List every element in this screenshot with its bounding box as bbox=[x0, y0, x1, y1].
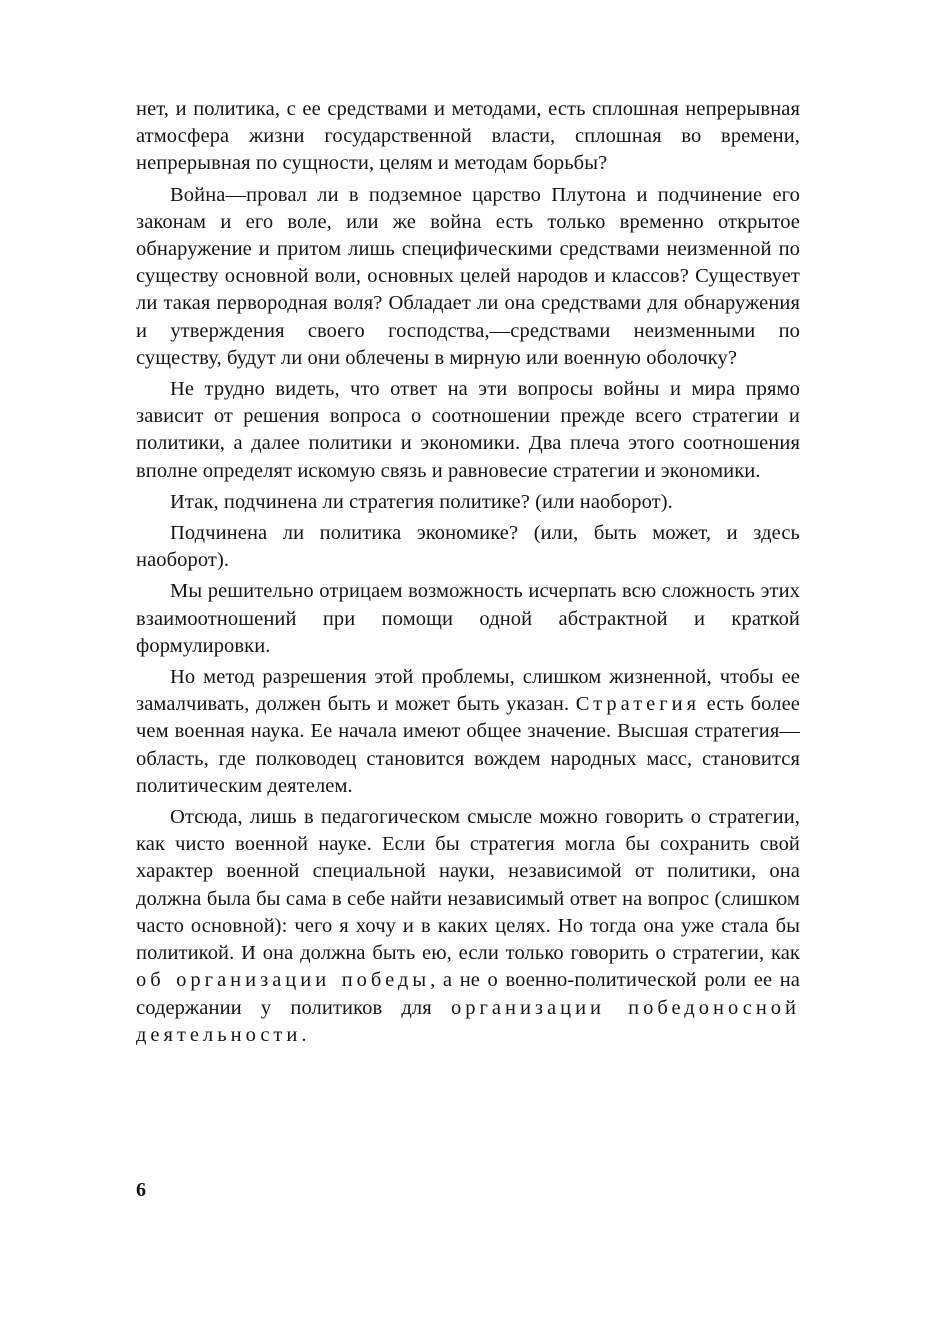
spaced-phrase-victorious-activity: организации победоносной деятельности bbox=[136, 996, 801, 1046]
paragraph-3: Не трудно видеть, что ответ на эти вопросы войны и мира прямо зависит от решения вопроса о соотношении прежде всего стратегии и политики, а далее политики и экономики. Два плеча этого соотношения вполне определят искомую связь и равновесие стратегии и экономики. bbox=[136, 378, 800, 482]
paragraph-1: нет, и политика, с ее средствами и методами, есть сплошная непрерывная атмосфера жизни государственной власти, сплошная во времени, непрерывная по сущности, целям и методам борьбы? bbox=[136, 98, 800, 175]
page-number: 6 bbox=[136, 1179, 146, 1201]
paragraph-5: Подчинена ли политика экономике? (или, быть может, и здесь наоборот). bbox=[136, 522, 800, 572]
page-body bbox=[136, 96, 800, 1053]
spaced-term-strategy: Стратегия bbox=[575, 693, 701, 716]
paragraph-4: Итак, подчинена ли стратегия политике? (или наоборот). bbox=[170, 490, 673, 513]
paragraph-7-text-end: есть более чем военная наука. Ее начала имеют общее значение. Высшая стратегия—область, где полководец становится вождем народных масс, становится политическим деятелем. bbox=[136, 693, 800, 797]
paragraph-8 bbox=[136, 804, 800, 1049]
paragraph-2: Война—провал ли в подземное царство Плутона и подчинение его законам и его воле, или же война есть только временно открытое обнаружение и притом лишь специфическими средствами неизменной по существу основной воли, основных целей народов и классов? Существует ли такая первородная воля? Обладает ли она средствами для обнаружения и утверждения своего господства,—средствами неизменными по существу, будут ли они облечены в мирную или военную оболочку? bbox=[136, 183, 800, 369]
paragraph-6: Мы решительно отрицаем возможность исчерпать всю сложность этих взаимоотношений при помощи одной абстрактной и краткой формулировки. bbox=[136, 580, 800, 657]
paragraph-8-text-start: Отсюда, лишь в педагогическом смысле можно говорить о стратегии, как чисто военной науке. Если бы стратегия могла бы сохранить свой характер военной специальной науки, независимой от политики, она должна была бы сама в себе найти независимый ответ на вопрос (слишком часто основной): чего я хочу и в каких целях. Но тогда она уже стала бы политикой. И она должна быть ею, если только говорить о стратегии, как bbox=[136, 806, 800, 965]
spaced-phrase-organization-of-victory: об организации победы bbox=[136, 969, 431, 992]
paragraph-7-text-start: Но метод разрешения этой проблемы, слишком жизненной, чтобы ее замалчивать, должен быть и может быть указан. bbox=[136, 666, 800, 716]
paragraph-8-text-middle: , а не о военно-политической роли ее на содержании у политиков для bbox=[136, 969, 800, 1019]
paragraph-8-text-end: . bbox=[301, 1023, 307, 1046]
paragraph-7 bbox=[136, 664, 800, 800]
